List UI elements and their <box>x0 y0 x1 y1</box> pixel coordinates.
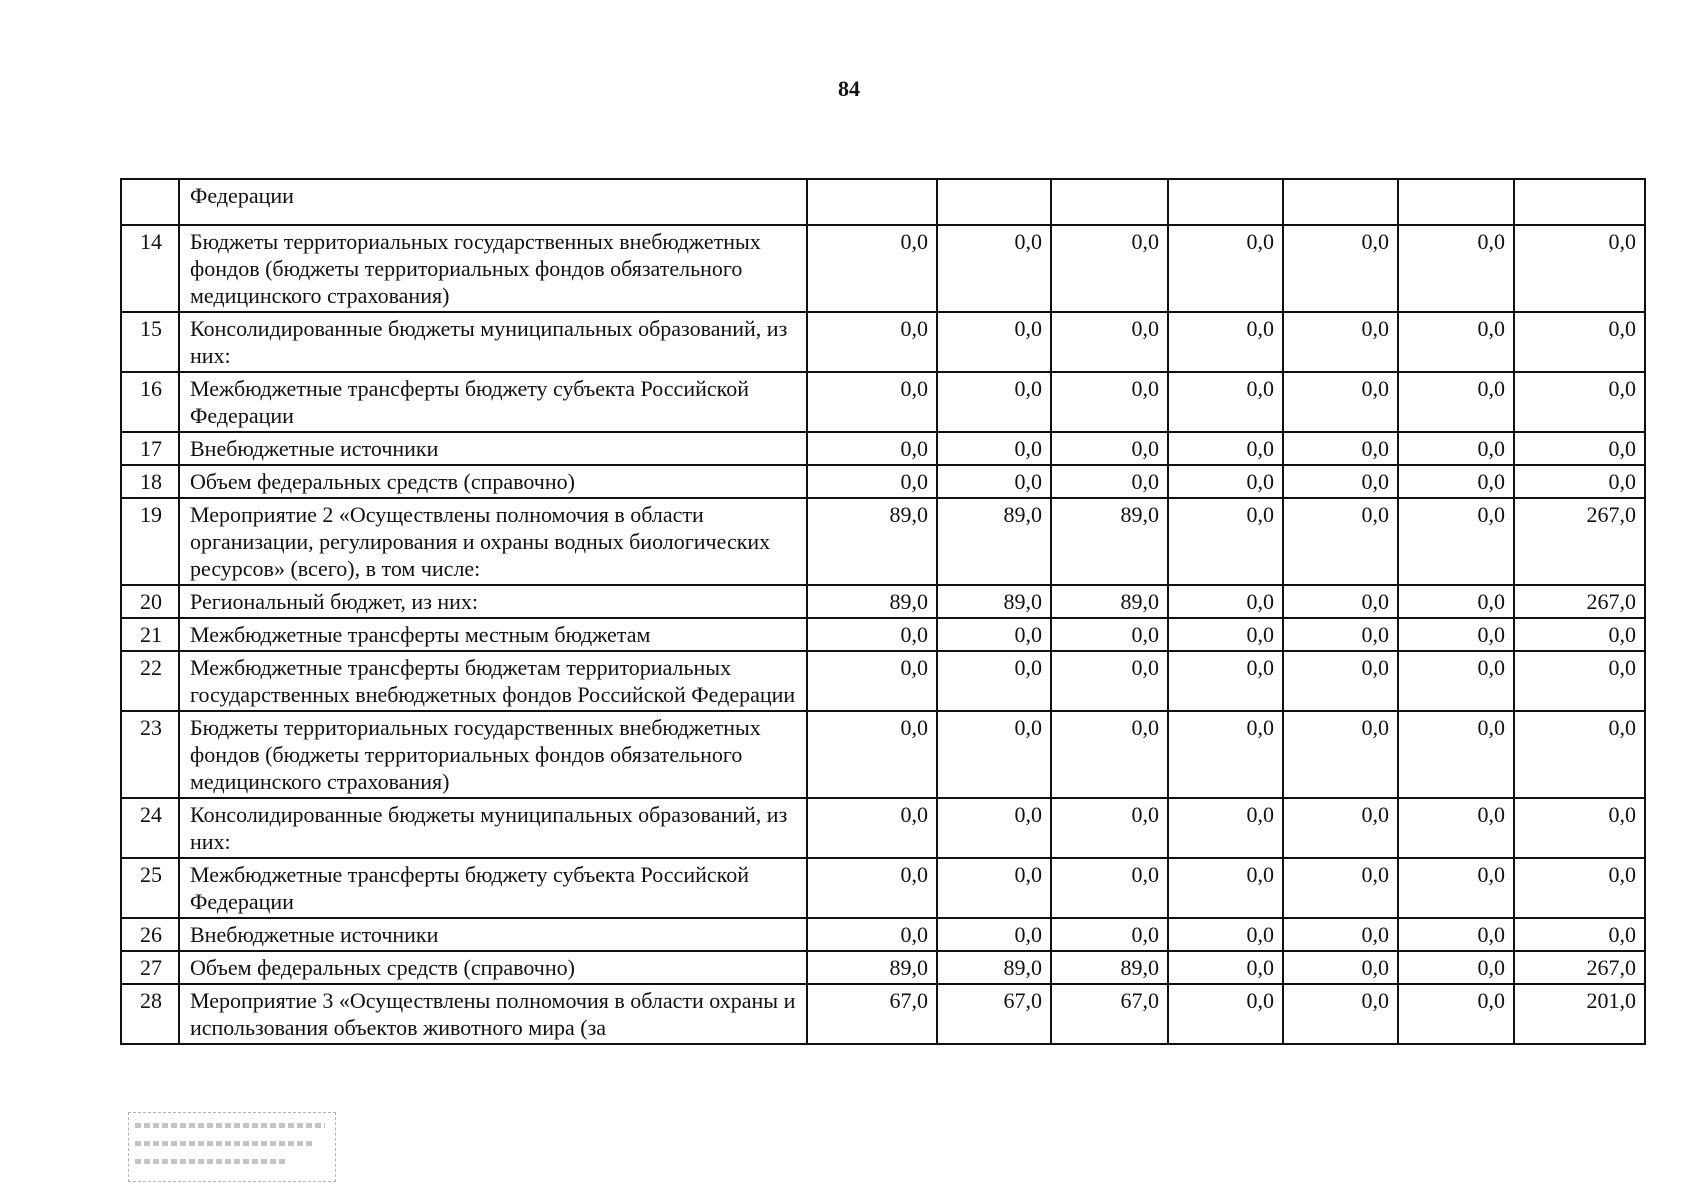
row-name-cell: Межбюджетные трансферты бюджету субъекта Российской Федерации <box>179 372 807 432</box>
value-cell: 0,0 <box>807 465 937 498</box>
value-cell: 0,0 <box>1168 432 1283 465</box>
value-cell: 0,0 <box>1283 465 1398 498</box>
value-cell: 0,0 <box>1051 312 1168 372</box>
value-cell: 67,0 <box>807 984 937 1044</box>
value-cell <box>807 179 937 225</box>
value-cell: 0,0 <box>1398 312 1514 372</box>
value-cell: 0,0 <box>937 711 1051 798</box>
row-number-cell: 17 <box>121 432 179 465</box>
value-cell: 0,0 <box>807 798 937 858</box>
value-cell: 0,0 <box>1168 651 1283 711</box>
value-cell: 89,0 <box>807 498 937 585</box>
table-row-continuation <box>121 179 1645 225</box>
value-cell: 0,0 <box>807 432 937 465</box>
value-cell: 0,0 <box>937 465 1051 498</box>
value-cell: 0,0 <box>1051 618 1168 651</box>
row-name-cell: Бюджеты территориальных государственных внебюджетных фондов (бюджеты территориальных фондов обязательного медицинского страхования) <box>179 711 807 798</box>
value-cell: 0,0 <box>1283 918 1398 951</box>
table-row <box>121 498 1645 585</box>
value-cell: 0,0 <box>1051 798 1168 858</box>
table-row <box>121 618 1645 651</box>
row-number-cell: 20 <box>121 585 179 618</box>
value-cell: 0,0 <box>1398 465 1514 498</box>
value-cell: 0,0 <box>1283 225 1398 312</box>
value-cell <box>1514 179 1645 225</box>
value-cell: 0,0 <box>937 651 1051 711</box>
row-number-cell: 19 <box>121 498 179 585</box>
value-cell: 0,0 <box>1051 858 1168 918</box>
row-name-cell: Региональный бюджет, из них: <box>179 585 807 618</box>
table-row <box>121 225 1645 312</box>
value-cell: 0,0 <box>1283 798 1398 858</box>
value-cell <box>1168 179 1283 225</box>
row-number-cell: 27 <box>121 951 179 984</box>
row-name-cell: Межбюджетные трансферты местным бюджетам <box>179 618 807 651</box>
value-cell: 0,0 <box>1283 312 1398 372</box>
value-cell: 89,0 <box>937 498 1051 585</box>
value-cell: 0,0 <box>1283 951 1398 984</box>
value-cell: 0,0 <box>1051 372 1168 432</box>
value-cell: 0,0 <box>1514 618 1645 651</box>
row-number-cell: 14 <box>121 225 179 312</box>
table-body <box>121 179 1645 1044</box>
value-cell: 0,0 <box>1051 651 1168 711</box>
value-cell: 0,0 <box>1398 951 1514 984</box>
row-name-cell: Межбюджетные трансферты бюджету субъекта Российской Федерации <box>179 858 807 918</box>
value-cell: 0,0 <box>1168 465 1283 498</box>
value-cell: 0,0 <box>937 858 1051 918</box>
value-cell: 89,0 <box>937 951 1051 984</box>
value-cell: 0,0 <box>1051 711 1168 798</box>
value-cell: 0,0 <box>1514 465 1645 498</box>
row-name-cell: Внебюджетные источники <box>179 432 807 465</box>
table-row <box>121 951 1645 984</box>
value-cell: 0,0 <box>937 432 1051 465</box>
value-cell: 0,0 <box>1398 498 1514 585</box>
value-cell: 0,0 <box>937 798 1051 858</box>
row-number-cell: 25 <box>121 858 179 918</box>
table-row <box>121 651 1645 711</box>
value-cell: 0,0 <box>1283 651 1398 711</box>
value-cell: 89,0 <box>1051 951 1168 984</box>
value-cell: 0,0 <box>1168 225 1283 312</box>
table-row <box>121 585 1645 618</box>
value-cell <box>1051 179 1168 225</box>
value-cell: 0,0 <box>807 225 937 312</box>
table-row <box>121 918 1645 951</box>
value-cell: 0,0 <box>1168 711 1283 798</box>
value-cell: 67,0 <box>1051 984 1168 1044</box>
value-cell: 0,0 <box>1398 372 1514 432</box>
row-name-cell: Федерации <box>179 179 807 225</box>
value-cell: 89,0 <box>807 951 937 984</box>
value-cell: 0,0 <box>1398 225 1514 312</box>
row-name-cell: Консолидированные бюджеты муниципальных образований, из них: <box>179 798 807 858</box>
value-cell: 0,0 <box>1168 984 1283 1044</box>
value-cell: 0,0 <box>1514 372 1645 432</box>
table-row <box>121 372 1645 432</box>
value-cell: 0,0 <box>807 918 937 951</box>
value-cell: 0,0 <box>1168 312 1283 372</box>
row-name-cell: Мероприятие 3 «Осуществлены полномочия в области охраны и использования объектов животного мира (за <box>179 984 807 1044</box>
value-cell: 0,0 <box>1514 225 1645 312</box>
value-cell: 0,0 <box>937 918 1051 951</box>
row-number-cell: 23 <box>121 711 179 798</box>
value-cell: 0,0 <box>807 372 937 432</box>
value-cell: 0,0 <box>1051 432 1168 465</box>
table-row <box>121 465 1645 498</box>
value-cell: 0,0 <box>1168 798 1283 858</box>
table-row <box>121 432 1645 465</box>
value-cell: 0,0 <box>1514 858 1645 918</box>
value-cell: 0,0 <box>1514 432 1645 465</box>
value-cell: 0,0 <box>1398 432 1514 465</box>
value-cell: 0,0 <box>807 312 937 372</box>
row-name-cell: Консолидированные бюджеты муниципальных образований, из них: <box>179 312 807 372</box>
value-cell: 0,0 <box>807 618 937 651</box>
value-cell: 0,0 <box>807 651 937 711</box>
value-cell: 0,0 <box>1283 498 1398 585</box>
row-name-cell: Объем федеральных средств (справочно) <box>179 951 807 984</box>
value-cell: 0,0 <box>1168 951 1283 984</box>
value-cell: 0,0 <box>1514 651 1645 711</box>
value-cell: 89,0 <box>807 585 937 618</box>
row-number-cell: 22 <box>121 651 179 711</box>
value-cell: 0,0 <box>1398 618 1514 651</box>
value-cell <box>937 179 1051 225</box>
value-cell: 0,0 <box>1168 618 1283 651</box>
budget-table <box>120 178 1646 1045</box>
value-cell: 267,0 <box>1514 951 1645 984</box>
value-cell: 0,0 <box>1283 711 1398 798</box>
row-number-cell: 16 <box>121 372 179 432</box>
value-cell: 0,0 <box>1514 918 1645 951</box>
value-cell: 0,0 <box>1283 585 1398 618</box>
value-cell: 0,0 <box>1283 432 1398 465</box>
table-row <box>121 984 1645 1044</box>
table-row <box>121 711 1645 798</box>
value-cell: 0,0 <box>1398 651 1514 711</box>
row-name-cell: Мероприятие 2 «Осуществлены полномочия в области организации, регулирования и охраны водных биологических ресурсов» (всего), в том числе: <box>179 498 807 585</box>
value-cell: 0,0 <box>1398 711 1514 798</box>
row-number-cell: 26 <box>121 918 179 951</box>
value-cell: 0,0 <box>807 711 937 798</box>
value-cell <box>1398 179 1514 225</box>
value-cell: 0,0 <box>937 372 1051 432</box>
table-row <box>121 312 1645 372</box>
value-cell: 0,0 <box>1514 798 1645 858</box>
row-name-cell: Межбюджетные трансферты бюджетам территориальных государственных внебюджетных фондов Российской Федерации <box>179 651 807 711</box>
value-cell: 89,0 <box>937 585 1051 618</box>
row-number-cell: 24 <box>121 798 179 858</box>
value-cell: 0,0 <box>1168 858 1283 918</box>
value-cell: 0,0 <box>1168 585 1283 618</box>
value-cell <box>1283 179 1398 225</box>
value-cell: 0,0 <box>1514 312 1645 372</box>
table-row <box>121 858 1645 918</box>
value-cell: 0,0 <box>937 225 1051 312</box>
value-cell: 267,0 <box>1514 585 1645 618</box>
value-cell: 0,0 <box>1283 984 1398 1044</box>
page-number: 84 <box>838 76 860 101</box>
value-cell: 267,0 <box>1514 498 1645 585</box>
value-cell: 0,0 <box>1283 372 1398 432</box>
row-number-cell: 15 <box>121 312 179 372</box>
value-cell: 201,0 <box>1514 984 1645 1044</box>
faded-stamp <box>128 1112 336 1182</box>
value-cell: 67,0 <box>937 984 1051 1044</box>
row-number-cell <box>121 179 179 225</box>
value-cell: 0,0 <box>1398 918 1514 951</box>
row-number-cell: 18 <box>121 465 179 498</box>
table-row <box>121 798 1645 858</box>
row-number-cell: 28 <box>121 984 179 1044</box>
value-cell: 0,0 <box>807 858 937 918</box>
value-cell: 0,0 <box>1051 918 1168 951</box>
value-cell: 0,0 <box>1398 984 1514 1044</box>
row-name-cell: Внебюджетные источники <box>179 918 807 951</box>
row-name-cell: Бюджеты территориальных государственных внебюджетных фондов (бюджеты территориальных фондов обязательного медицинского страхования) <box>179 225 807 312</box>
value-cell: 0,0 <box>1398 858 1514 918</box>
value-cell: 0,0 <box>937 618 1051 651</box>
value-cell: 0,0 <box>1051 225 1168 312</box>
row-number-cell: 21 <box>121 618 179 651</box>
value-cell: 0,0 <box>1168 498 1283 585</box>
value-cell: 0,0 <box>1514 711 1645 798</box>
value-cell: 89,0 <box>1051 498 1168 585</box>
value-cell: 0,0 <box>1398 798 1514 858</box>
value-cell: 0,0 <box>1168 372 1283 432</box>
value-cell: 0,0 <box>1283 618 1398 651</box>
value-cell: 0,0 <box>937 312 1051 372</box>
value-cell: 0,0 <box>1051 465 1168 498</box>
value-cell: 0,0 <box>1283 858 1398 918</box>
row-name-cell: Объем федеральных средств (справочно) <box>179 465 807 498</box>
value-cell: 0,0 <box>1168 918 1283 951</box>
value-cell: 89,0 <box>1051 585 1168 618</box>
value-cell: 0,0 <box>1398 585 1514 618</box>
